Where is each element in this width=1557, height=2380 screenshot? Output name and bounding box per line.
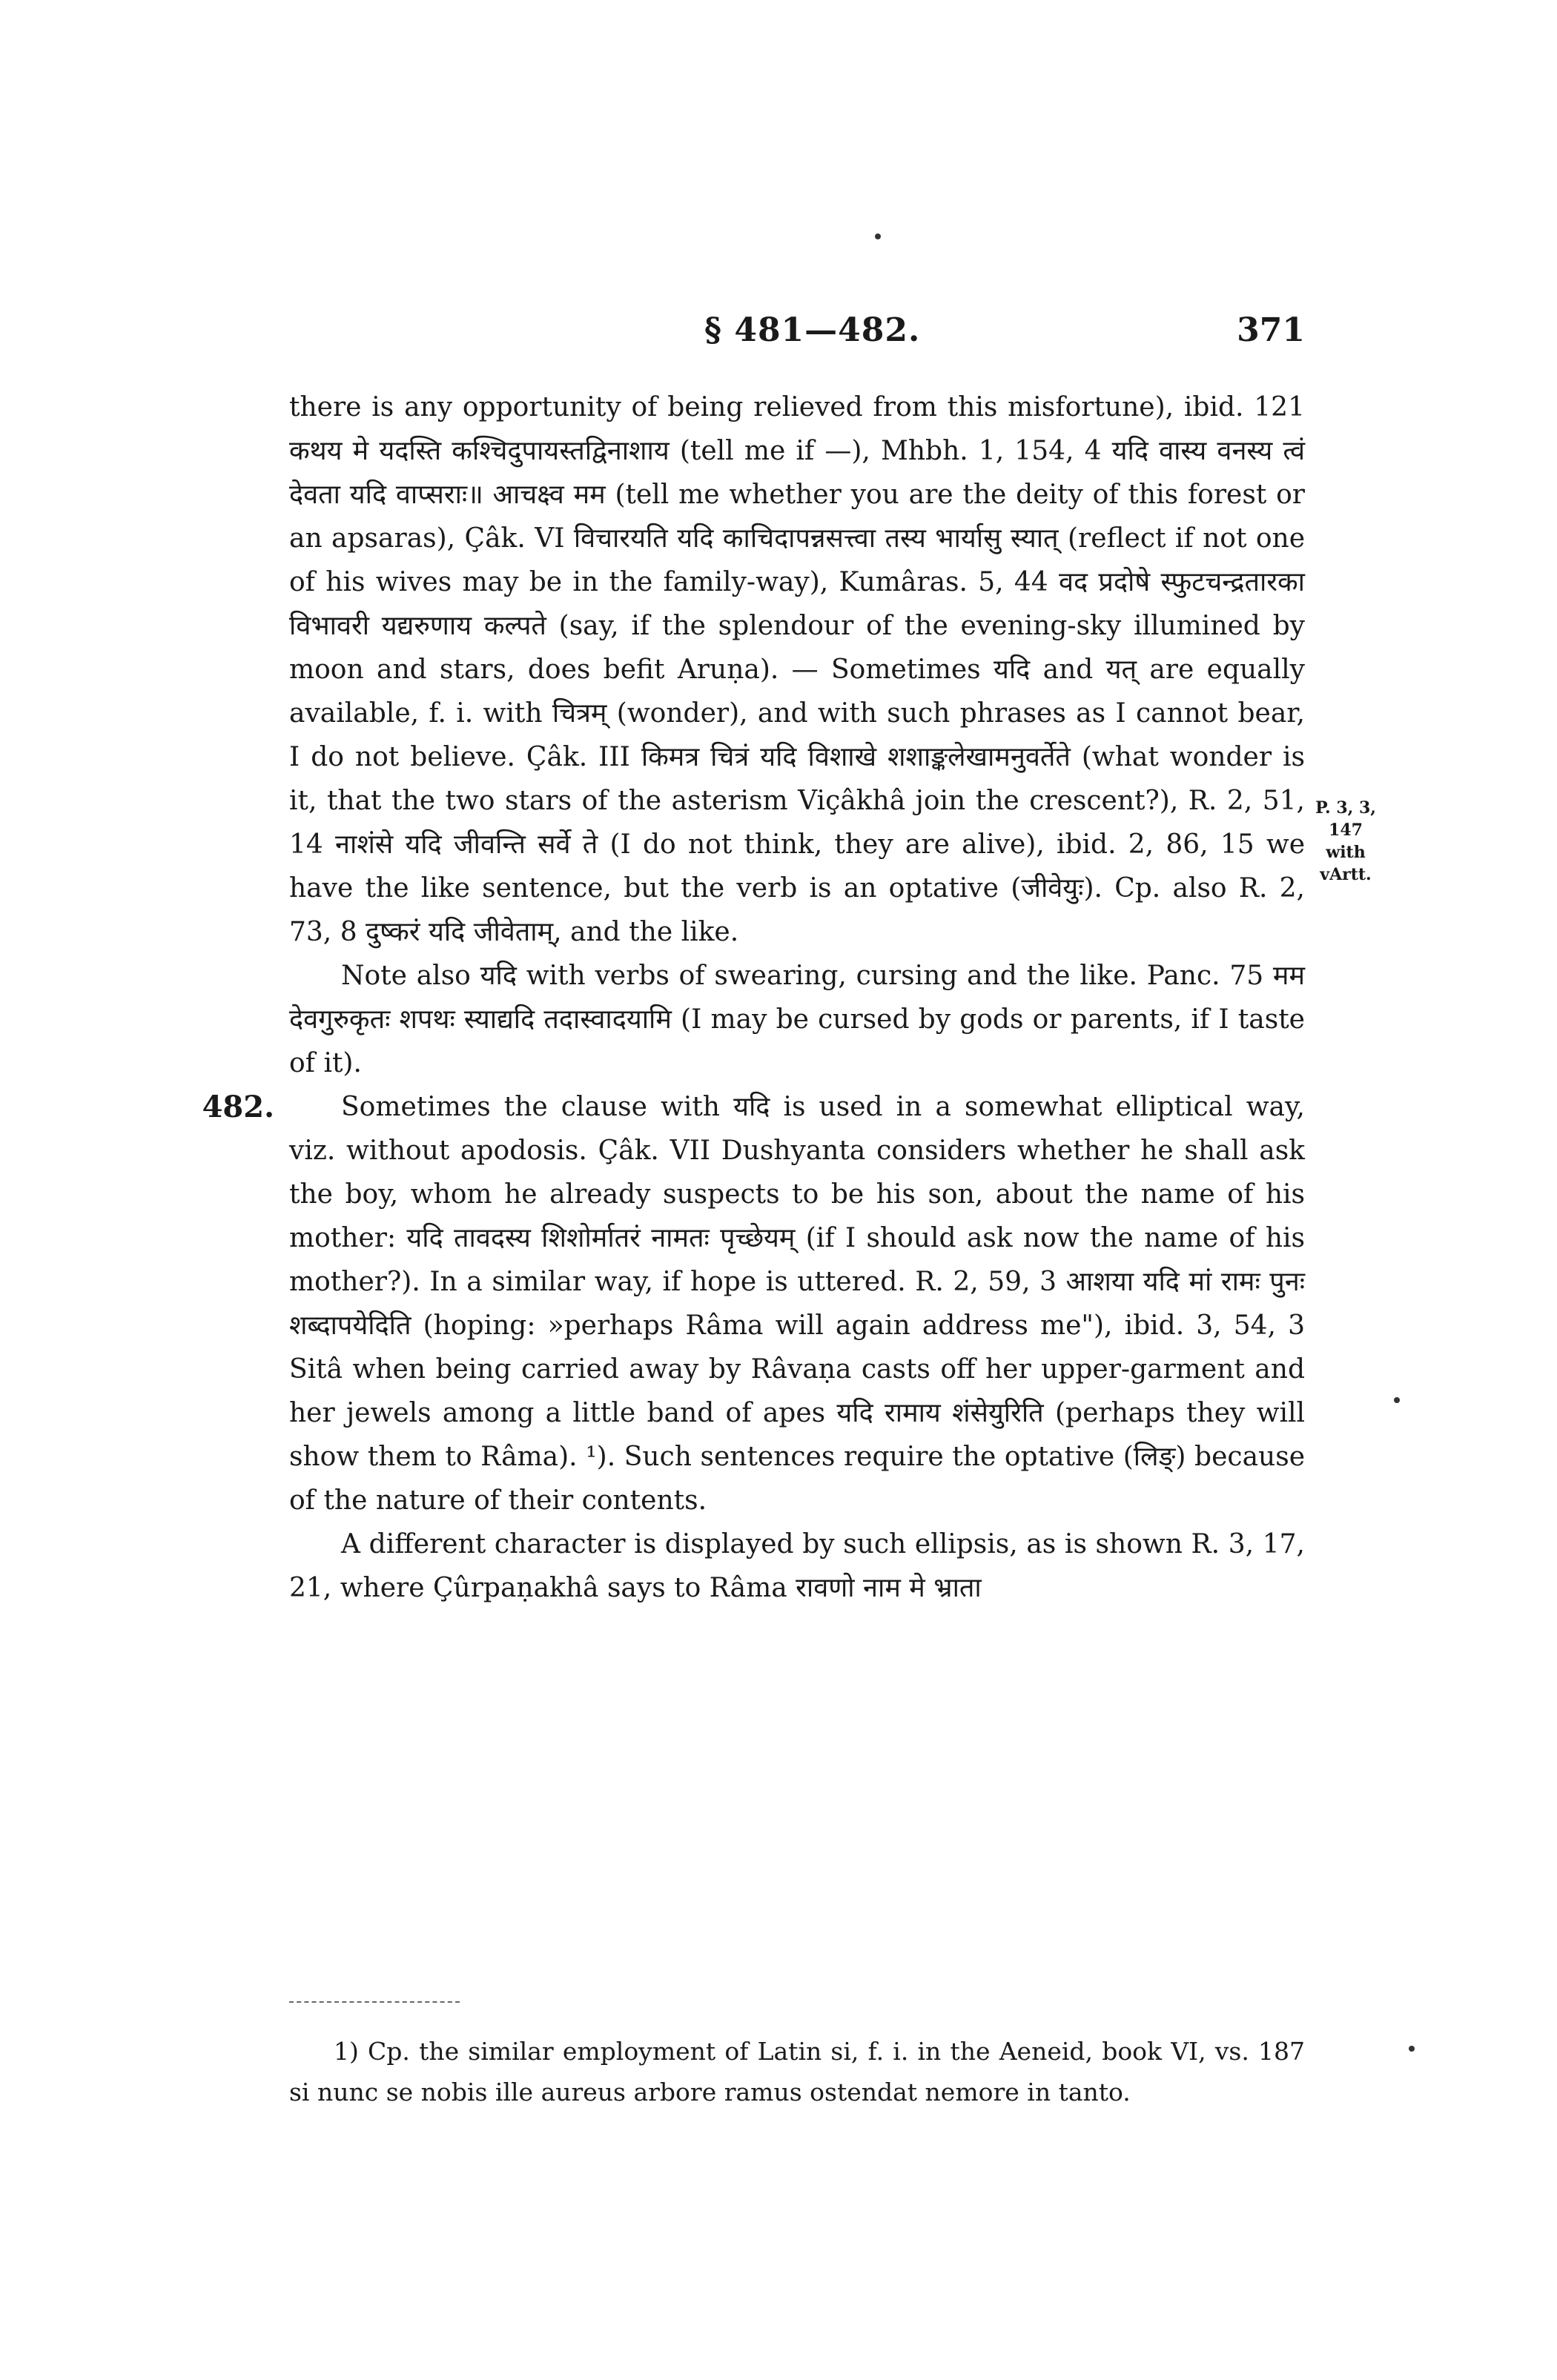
section-range: § 481—482. (704, 311, 921, 349)
speck (1394, 1397, 1400, 1403)
footnote-rule (289, 2001, 460, 2003)
margin-note-extra: with vArtt. (1320, 843, 1372, 884)
section-number: 482. (202, 1090, 274, 1124)
section-482 (202, 1085, 1305, 1522)
paragraph-ellipsis: Sometimes the clause with यदि is used in a somewhat elliptical way, viz. without apodosis. Çâk. VII Dushyanta considers whether he shall ask the boy, whom he already suspects to be his son, about the name of his mother: यदि तावदस्य शिशोर्मातरं नामतः पृच्छेयम् (if I should ask now the name of his mother?). In a similar way, if hope is uttered. R. 2, 59, 3 आशया यदि मां रामः पुनः शब्दापयेदिति (hoping: »perhaps Râma will again address me"), ibid. 3, 54, 3 Sitâ when being carried away by Râvaṇa casts off her upper-garment and her jewels among a little band of apes यदि रामाय शंसेयुरिति (perhaps they will show them to Râma). ¹). Such sentences require the optative (लिङ्) because of the nature of their contents. (289, 1092, 1305, 1516)
speck (875, 233, 881, 239)
paragraph-note: Note also यदि with verbs of swearing, cursing and the like. Panc. 75 मम देवगुरुकृतः शपथः स्याद्यदि तदास्वादयामि (I may be cursed by gods or parents, if I taste of it). (289, 961, 1305, 1078)
paragraph-continued: there is any opportunity of being relieved from this misfortune), ibid. 121 कथय मे यदस्ति कश्चिदुपायस्तद्विनाशाय (tell me if —), Mhbh. 1, 154, 4 यदि वास्य वनस्य त्वं देवता यदि वाप्सराः॥ आचक्ष्व मम (tell me whether you are the deity of this forest or an apsaras), Çâk. VI विचारयति यदि काचिदापन्नसत्त्वा तस्य भार्यासु स्यात् (reflect if not one of his wives may be in the family-way), Kumâras. 5, 44 वद प्रदोषे स्फुटचन्द्रतारका विभावरी यद्यरुणाय कल्पते (say, if the splendour of the evening-sky illumined by moon and stars, does befit Aruṇa). — Sometimes यदि and यत् are equally available, f. i. with चित्रम् (wonder), and with such phrases as I cannot bear, I do not believe. Çâk. III किमत्र चित्रं यदि विशाखे शशाङ्कलेखामनुवर्तेते (what wonder is it, that the two stars of the asterism Viçâkhâ join the crescent?), R. 2, 51, 14 नाशंसे यदि जीवन्ति सर्वे ते (I do not think, they are alive), ibid. 2, 86, 15 we have the like sentence, but the verb is an optative (जीवेयुः). Cp. also R. 2, 73, 8 दुष्करं यदि जीवेताम्, and the like. (289, 392, 1305, 947)
body-text (202, 385, 1305, 1610)
footnote-text: 1) Cp. the similar employment of Latin si, f. i. in the Aeneid, book VI, vs. 187 si nunc se nobis ille aureus arbore ramus ostendat nemore in tanto. (289, 2037, 1305, 2106)
margin-note (1312, 797, 1379, 886)
paragraph-different-character: A different character is displayed by such ellipsis, as is shown R. 3, 17, 21, where Çûrpaṇakhâ says to Râma रावणो नाम मे भ्राता (289, 1529, 1305, 1603)
page-number: 371 (1237, 311, 1305, 349)
footnote (289, 2031, 1305, 2112)
speck (1409, 2046, 1415, 2052)
running-header (289, 311, 1305, 363)
margin-note-ref: P. 3, 3, 147 (1315, 798, 1376, 840)
